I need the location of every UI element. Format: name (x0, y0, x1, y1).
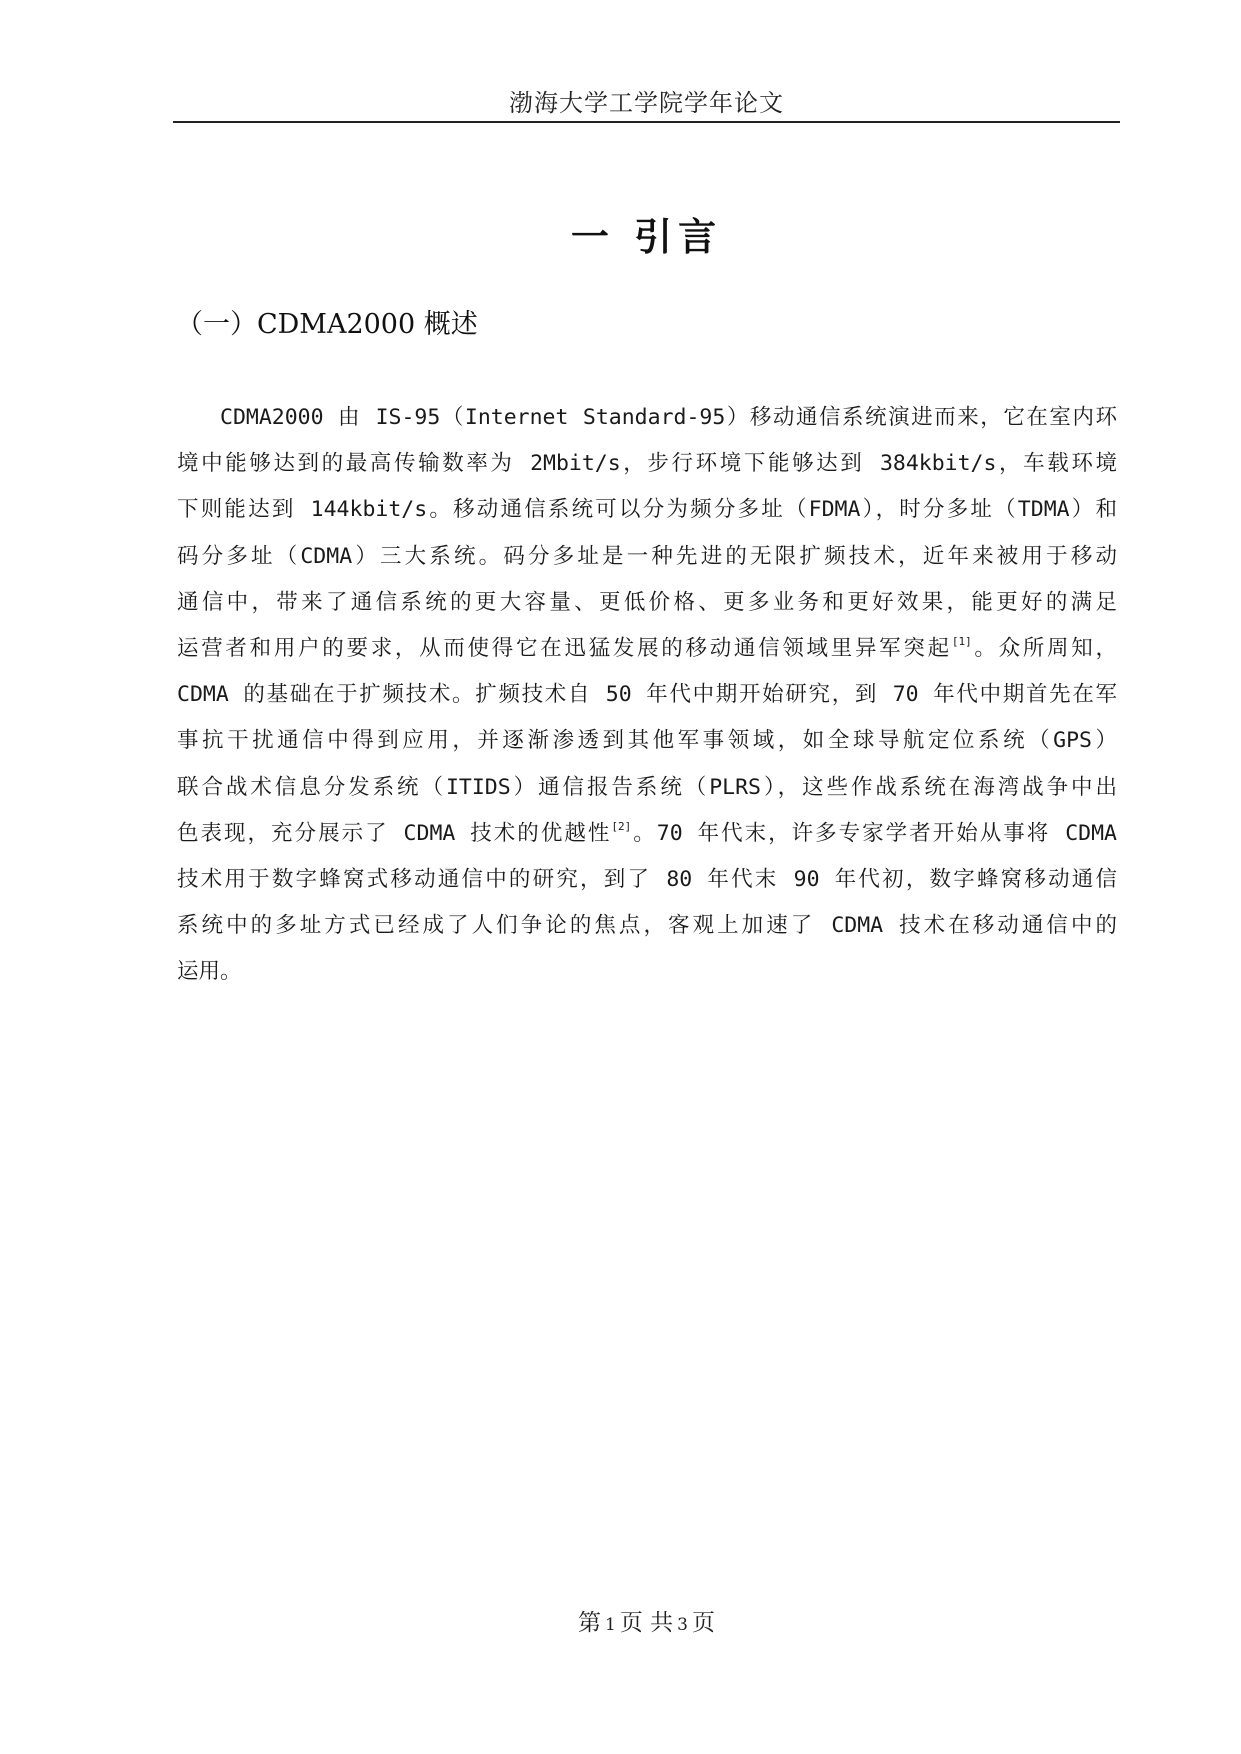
page-footer (173, 1606, 1120, 1642)
running-header: 渤海大学工学院学年论文 (509, 89, 784, 117)
header-rule (173, 121, 1120, 123)
paragraph-line: 事抗干扰通信中得到应用，并逐渐渗透到其他军事领域，如全球导航定位系统（GPS） (177, 728, 1117, 754)
paragraph-line: 通信中，带来了通信系统的更大容量、更低价格、更多业务和更好效果，能更好的满足 (177, 589, 1117, 615)
paragraph-line: 境中能够达到的最高传输数率为 2Mbit/s，步行环境下能够达到 384kbit/s，车载环境 (177, 451, 1117, 477)
line-text: 。70 年代末，许多专家学者开始从事将 CDMA (631, 820, 1117, 846)
paragraph-line: 码分多址（CDMA）三大系统。码分多址是一种先进的无限扩频技术，近年来被用于移动 (177, 543, 1117, 569)
page-number: 1 (605, 1615, 616, 1635)
paragraph-line: 技术用于数字蜂窝式移动通信中的研究，到了 80 年代末 90 年代初，数字蜂窝移动通信 (177, 867, 1117, 893)
section-title: （一）CDMA2000 概述 (176, 309, 478, 340)
paragraph-line: 联合战术信息分发系统（ITIDS）通信报告系统（PLRS），这些作战系统在海湾战争中出 (177, 774, 1117, 800)
paragraph-line: 运用。 (177, 959, 242, 985)
line-text: 色表现，充分展示了 CDMA 技术的优越性 (177, 820, 612, 846)
body-paragraph (177, 395, 1117, 996)
paragraph-line (177, 626, 1117, 672)
paragraph-line (177, 811, 1117, 857)
paragraph-line: 系统中的多址方式已经成了人们争论的焦点，客观上加速了 CDMA 技术在移动通信中的 (177, 913, 1117, 939)
line-text: 运营者和用户的要求，从而使得它在迅猛发展的移动通信领域里异军突起 (177, 636, 952, 662)
paragraph-line: 下则能达到 144kbit/s。移动通信系统可以分为频分多址（FDMA），时分多址（TDMA）和 (177, 497, 1117, 523)
line-text: 。众所周知， (971, 636, 1117, 662)
chapter-title: 一 引言 (570, 215, 723, 259)
footer-middle: 页 共 (619, 1610, 674, 1636)
paragraph-line: CDMA2000 由 IS-95（Internet Standard-95）移动通信系统演进而来，它在室内环 (220, 405, 1117, 430)
footer-prefix: 第 (578, 1610, 602, 1636)
total-pages: 3 (677, 1615, 688, 1635)
citation-ref[interactable]: [2] (611, 819, 632, 833)
citation-ref[interactable]: [1] (951, 635, 972, 649)
paragraph-line: CDMA 的基础在于扩频技术。扩频技术自 50 年代中期开始研究，到 70 年代中期首先在军 (177, 682, 1117, 708)
footer-suffix: 页 (691, 1610, 715, 1636)
